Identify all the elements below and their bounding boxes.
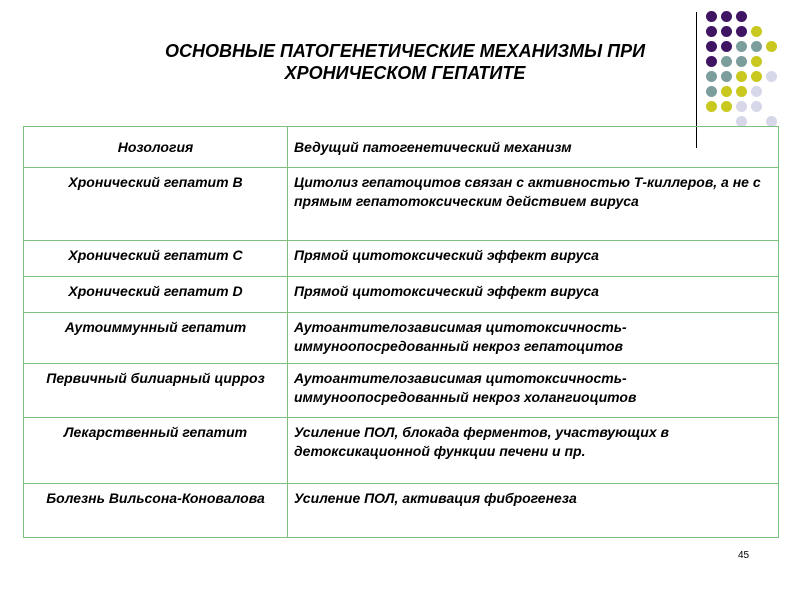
table-row	[24, 313, 779, 364]
decorative-dot	[736, 11, 747, 22]
mechanism-cell: Усиление ПОЛ, активация фиброгенеза	[288, 484, 779, 538]
decorative-dot	[736, 26, 747, 37]
slide-title-line-1: ОСНОВНЫЕ ПАТОГЕНЕТИЧЕСКИЕ МЕХАНИЗМЫ ПРИ	[164, 41, 646, 61]
mechanism-cell: Прямой цитотоксический эффект вируса	[288, 277, 779, 313]
decorative-dot	[751, 71, 762, 82]
decorative-dot	[721, 71, 732, 82]
page-number: 45	[738, 550, 750, 561]
decorative-dot	[766, 71, 777, 82]
decorative-dot	[736, 101, 747, 112]
decorative-dot	[736, 56, 747, 67]
decorative-dot-grid	[706, 11, 796, 131]
table-row	[24, 241, 779, 277]
decorative-dot	[736, 71, 747, 82]
decorative-dot	[706, 11, 717, 22]
header-cell-mechanism: Ведущий патогенетический механизм	[288, 127, 779, 168]
decorative-dot	[751, 101, 762, 112]
slide-title-line-2: ХРОНИЧЕСКОМ ГЕПАТИТЕ	[284, 63, 526, 83]
decorative-dot	[751, 86, 762, 97]
header-cell-nosology: Нозология	[24, 127, 288, 168]
nosology-cell: Аутоиммунный гепатит	[24, 313, 288, 364]
table-header-row	[24, 127, 779, 168]
decorative-dot	[736, 86, 747, 97]
table-row	[24, 418, 779, 484]
decorative-dot	[721, 11, 732, 22]
decorative-dot	[721, 41, 732, 52]
decorative-dot	[706, 71, 717, 82]
slide-title	[120, 40, 690, 84]
decorative-dot	[706, 41, 717, 52]
mechanism-cell: Усиление ПОЛ, блокада ферментов, участвующих в детоксикационной функции печени и пр.	[288, 418, 779, 484]
decorative-dot	[751, 41, 762, 52]
nosology-cell: Хронический гепатит D	[24, 277, 288, 313]
decorative-dot	[721, 26, 732, 37]
table-row	[24, 168, 779, 241]
mechanism-cell: Прямой цитотоксический эффект вируса	[288, 241, 779, 277]
decorative-dot	[706, 26, 717, 37]
table-row	[24, 277, 779, 313]
table-row	[24, 364, 779, 418]
nosology-cell: Хронический гепатит В	[24, 168, 288, 241]
pathogenesis-table	[23, 126, 779, 538]
decorative-dot	[751, 26, 762, 37]
decorative-dot	[706, 86, 717, 97]
decorative-dot	[706, 56, 717, 67]
mechanism-cell: Аутоантителозависимая цитотоксичность-иммуноопосредованный некроз гепатоцитов	[288, 313, 779, 364]
decorative-dot	[706, 101, 717, 112]
nosology-cell: Первичный билиарный цирроз	[24, 364, 288, 418]
nosology-cell: Лекарственный гепатит	[24, 418, 288, 484]
decorative-dot	[766, 41, 777, 52]
decorative-dot	[736, 41, 747, 52]
mechanism-cell: Цитолиз гепатоцитов связан с активностью Т-киллеров, а не с прямым гепатотоксическим действием вируса	[288, 168, 779, 241]
nosology-cell: Болезнь Вильсона-Коновалова	[24, 484, 288, 538]
mechanism-cell: Аутоантителозависимая цитотоксичность-иммуноопосредованный некроз холангиоцитов	[288, 364, 779, 418]
table-row	[24, 484, 779, 538]
decorative-dot	[751, 56, 762, 67]
decorative-dot	[721, 101, 732, 112]
decorative-dot	[721, 86, 732, 97]
nosology-cell: Хронический гепатит С	[24, 241, 288, 277]
decorative-dot	[721, 56, 732, 67]
